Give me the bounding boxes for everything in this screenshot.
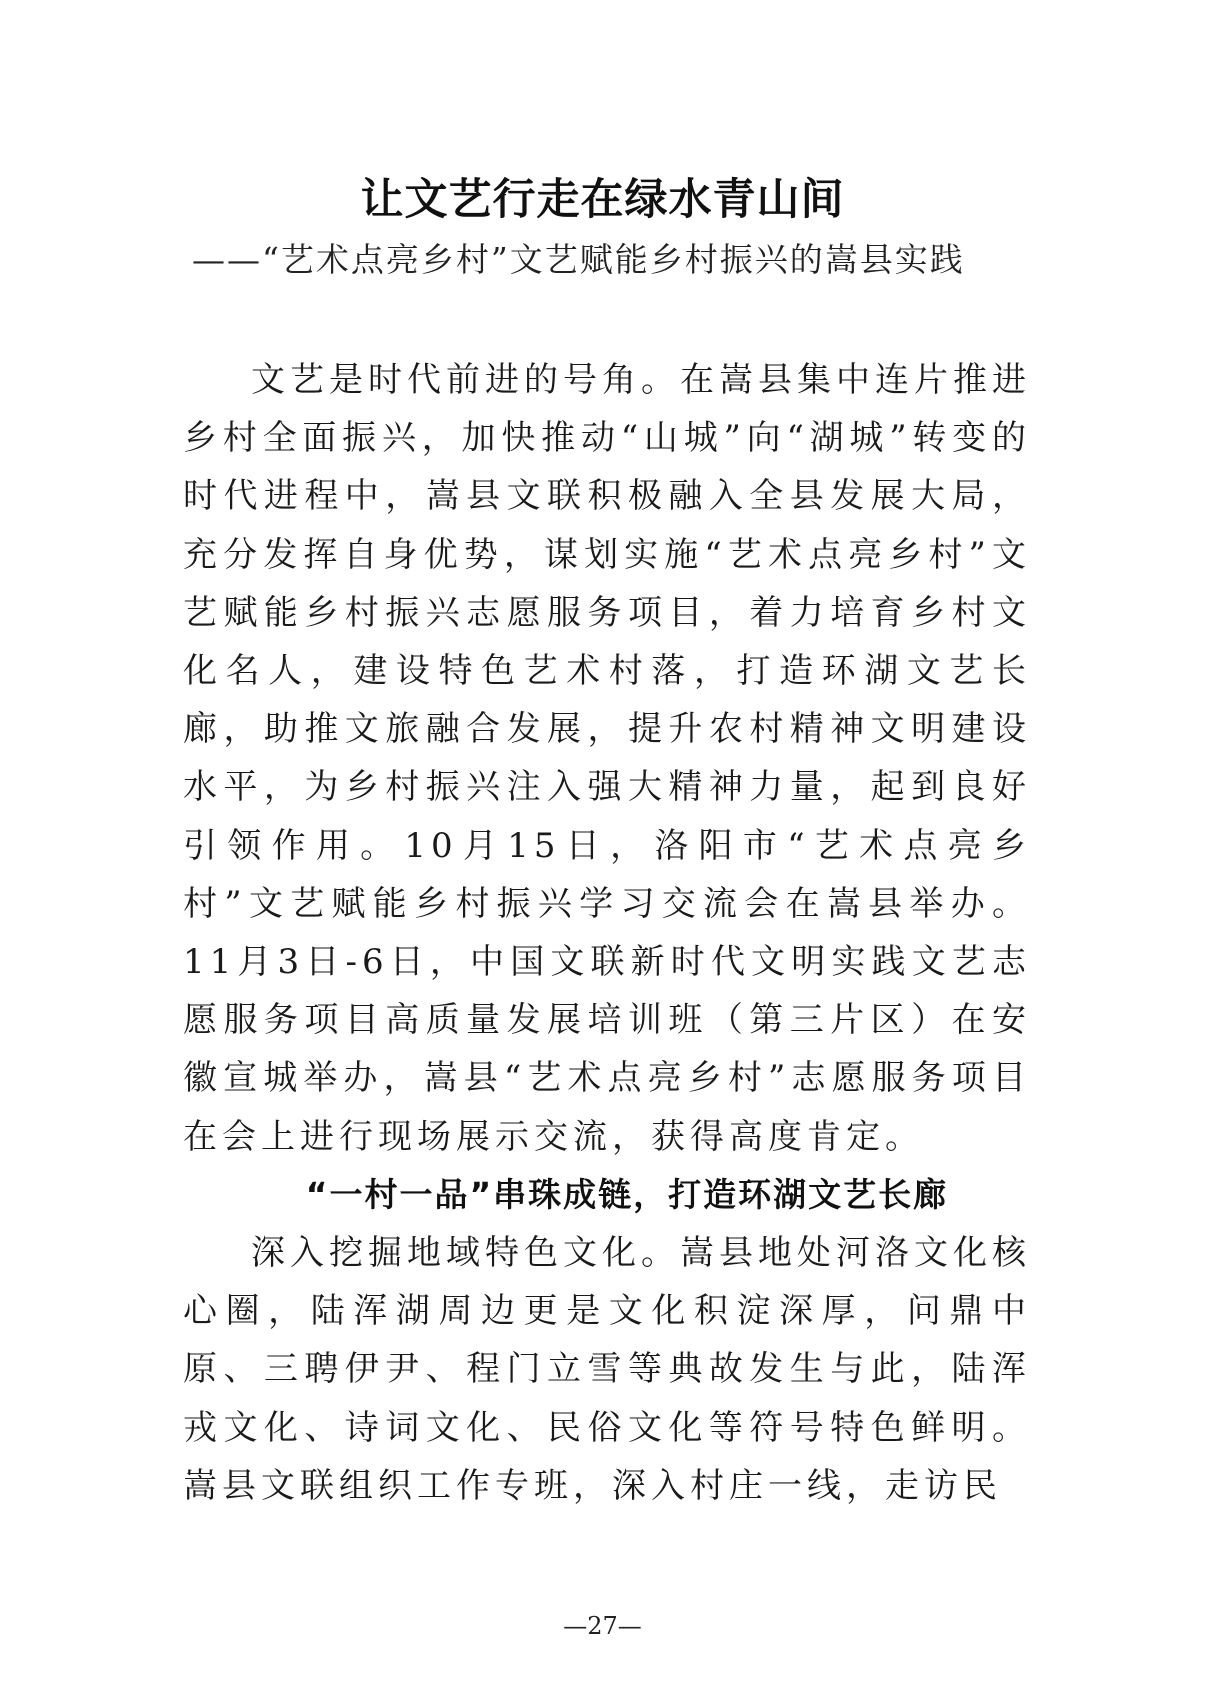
section-heading: “一村一品”串珠成链，打造环湖文艺长廊 — [305, 1174, 949, 1214]
section-paragraph: 深入挖掘地域特色文化。嵩县地处河洛文化核心圈，陆浑湖周边更是文化积淀深厚，问鼎中原、三聘伊尹、程门立雪等典故发生与此，陆浑戎文化、诗词文化、民俗文化等符号特色鲜明。嵩县文联组织工作专班，深入村庄一线，走访民 — [183, 1233, 1031, 1506]
article-subtitle: ——“艺术点亮乡村”文艺赋能乡村振兴的嵩县实践 — [192, 240, 965, 279]
page-number: —27— — [563, 1612, 642, 1640]
article-title: 让文艺行走在绿水青山间 — [360, 175, 845, 225]
intro-paragraph: 文艺是时代前进的号角。在嵩县集中连片推进乡村全面振兴，加快推动“山城”向“湖城”转变的时代进程中，嵩县文联积极融入全县发展大局，充分发挥自身优势，谋划实施“艺术点亮乡村”文艺赋能乡村振兴志愿服务项目，着力培育乡村文化名人，建设特色艺术村落，打造环湖文艺长廊，助推文旅融合发展，提升农村精神文明建设水平，为乡村振兴注入强大精神力量，起到良好引领作用。10月15日，洛阳市“艺术点亮乡村”文艺赋能乡村振兴学习交流会在嵩县举办。11月3日-6日，中国文联新时代文明实践文艺志愿服务项目高质量发展培训班（第三片区）在安徽宣城举办，嵩县“艺术点亮乡村”志愿服务项目在会上进行现场展示交流，获得高度肯定。 — [183, 360, 1031, 1157]
article-body — [183, 351, 1031, 1515]
